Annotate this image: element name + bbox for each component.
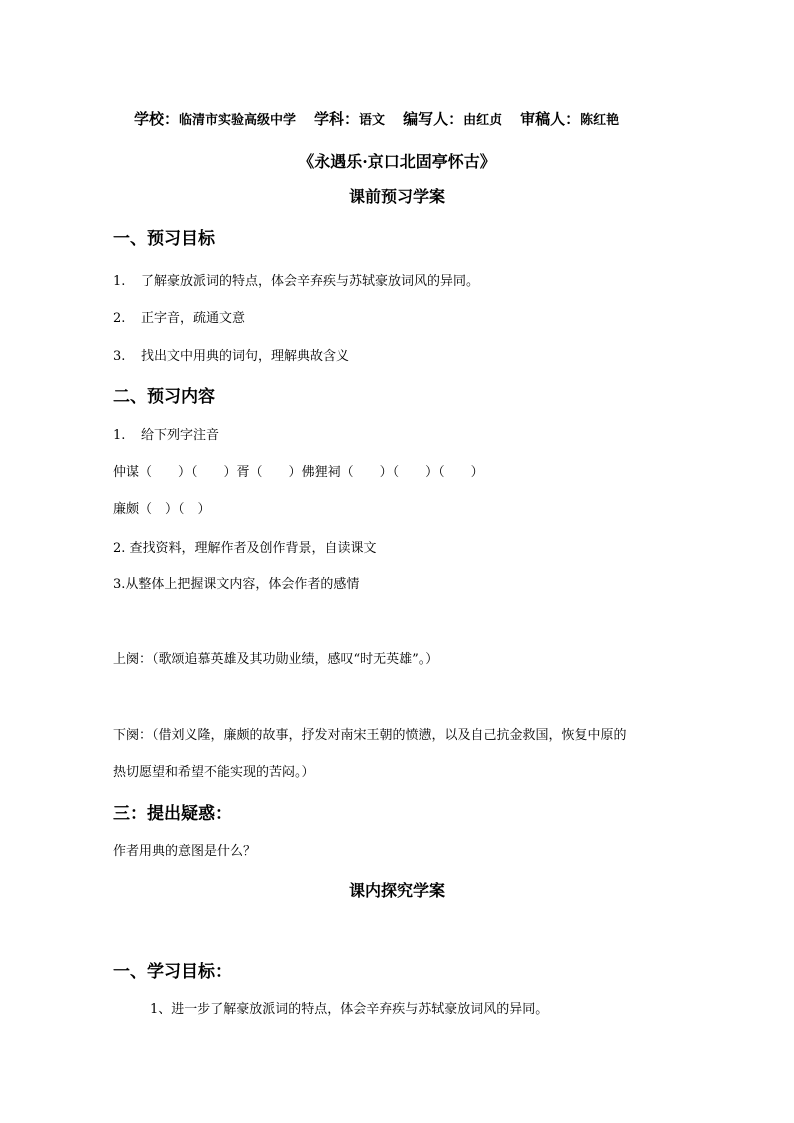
goal-item-2: 2. 正字音，疏通文意 bbox=[113, 311, 246, 326]
pinyin-blank: （ ）（ ） bbox=[139, 502, 211, 517]
pinyin-line-2: 廉颇（ ）（ ） bbox=[113, 502, 211, 517]
pinyin-blank: （ ）（ ） bbox=[139, 465, 237, 480]
reviewer-name: 陈红艳 bbox=[580, 113, 620, 128]
lower-stanza-note-cont: 热切愿望和希望不能实现的苦闷。） bbox=[113, 765, 315, 780]
lower-stanza-note: 下阕：（借刘义隆，廉颇的故事，抒发对南宋王朝的愤懑，以及自己抗金救国，恢复中原的 bbox=[113, 728, 627, 743]
section-in-heading: 课内探究学案 bbox=[348, 881, 445, 900]
pinyin-line-1: 仲谋（ ）（ ）胥（ ）佛狸祠（ ）（ ）（ ） bbox=[113, 465, 484, 480]
pinyin-blank: （ ）（ ）（ ） bbox=[340, 465, 484, 480]
section-pre-heading: 课前预习学案 bbox=[348, 187, 445, 206]
upper-stanza-note: 上阕：（歌颂追慕英雄及其功勋业绩，感叹“时无英雄”。） bbox=[113, 652, 439, 667]
subject-label: 学科： bbox=[314, 110, 360, 128]
pinyin-blank: （ ） bbox=[249, 465, 302, 480]
preview-content-heading: 二、预习内容 bbox=[113, 387, 215, 407]
author-label: 编写人： bbox=[403, 110, 464, 128]
goal-item-1: 1. 了解豪放派词的特点，体会辛弃疾与苏轼豪放词风的异同。 bbox=[113, 274, 480, 289]
preview-goals-heading: 一、预习目标 bbox=[113, 229, 215, 249]
goal-item-3: 3. 找出文中用典的词句，理解典故含义 bbox=[113, 349, 350, 364]
content-item-2: 2. 查找资料，理解作者及创作背景，自读课文 bbox=[113, 541, 377, 556]
content-item-1: 1. 给下列字注音 bbox=[113, 428, 220, 443]
header-line bbox=[134, 108, 619, 129]
school-label: 学校： bbox=[134, 110, 180, 128]
content-item-3: 3.从整体上把握课文内容，体会作者的感情 bbox=[113, 577, 360, 592]
reviewer-label: 审稿人： bbox=[520, 110, 581, 128]
school-name: 临清市实验高级中学 bbox=[179, 113, 297, 128]
author-name: 由红贞 bbox=[463, 113, 503, 128]
learning-goal-1: 1、进一步了解豪放派词的特点，体会辛弃疾与苏轼豪放词风的异同。 bbox=[150, 1002, 549, 1017]
learning-goals-heading: 一、学习目标： bbox=[113, 962, 232, 982]
doubts-question: 作者用典的意图是什么？ bbox=[113, 844, 257, 859]
doubts-heading: 三：提出疑惑： bbox=[113, 804, 232, 824]
subject-name: 语文 bbox=[359, 113, 386, 128]
document-title: 《永遇乐·京口北固亭怀古》 bbox=[298, 152, 496, 171]
